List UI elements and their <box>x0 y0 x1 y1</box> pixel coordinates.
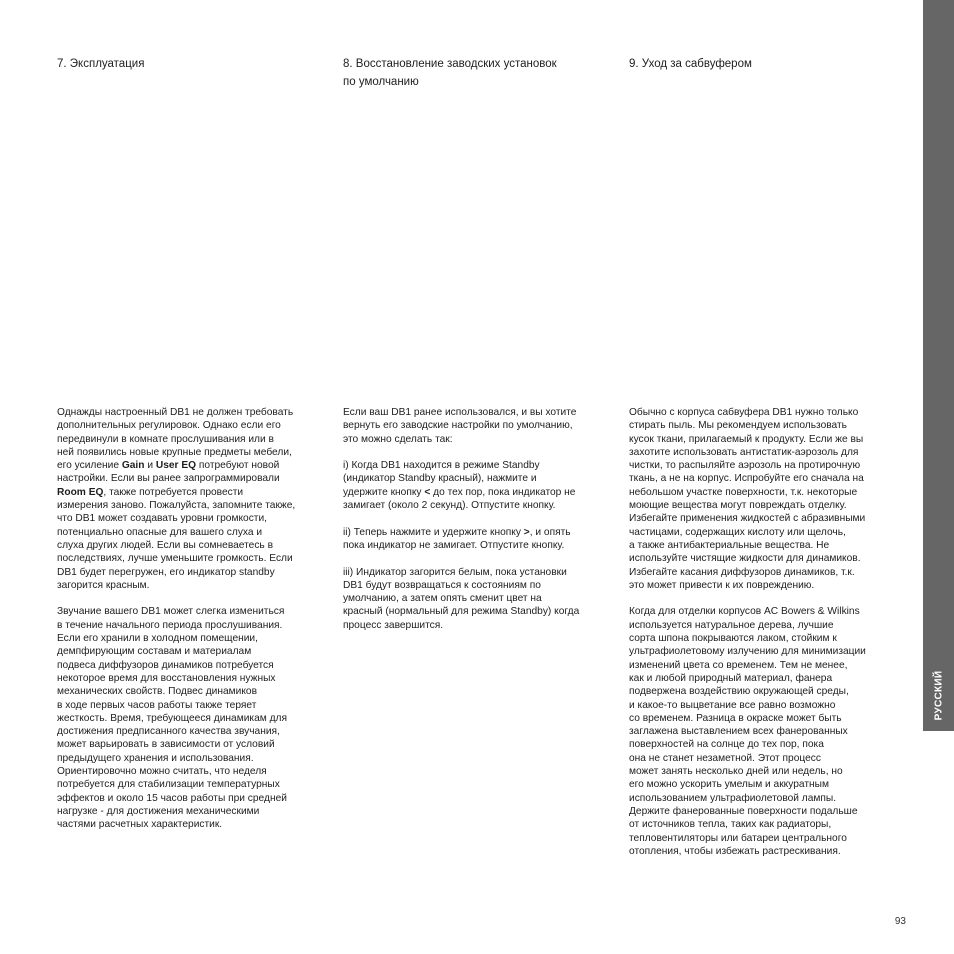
section-heading: 7. Эксплуатация <box>57 58 145 70</box>
page-number: 93 <box>894 916 906 927</box>
language-label: РУССКИЙ <box>933 670 945 720</box>
paragraph: Однажды настроенный DB1 не должен требовать дополнительных регулировок. Однако если его передвинули в комнате прослушивания или в ней появились новые крупные предметы мебели, его усиление Gain и User EQ потребуют новой настройки. Если вы ранее запрограммировали Room EQ, также потребуется провести измерения заново. Пожалуйста, запомните также, что DB1 может создавать уровни громкости, потенциально опасные для вашего слуха и слуха других людей. Если вы сомневаетесь в последствиях, лучше уменьшите громкость. Если DB1 будет перегружен, его индикатор standby загорится красным. <box>57 407 296 591</box>
paragraph: Звучание вашего DB1 может слегка измениться в течение начального периода прослушивания. Если его хранили в холодном помещении, демпфирующим составам и материалам подвеса диффузоров динамиков потребуется некоторое время для восстановления нужных механических свойств. Подвес динамиков в ходе первых часов работы также теряет жесткость. Время, требующееся динамикам для достижения предписанного качества звучания, может варьировать в зависимости от условий предыдущего хранения и использования. Ориентировочно можно считать, что неделя потребуется для стабилизации температурных эффектов и около 15 часов работы при средней нагрузке - для достижения механическими частями расчетных характеристик. <box>57 606 287 831</box>
paragraph: ii) Теперь нажмите и удержите кнопку >, и опять пока индикатор не замигает. Отпустите кнопку. <box>343 526 571 551</box>
section-body <box>629 406 901 871</box>
paragraph: i) Когда DB1 находится в режиме Standby (индикатор Standby красный), нажмите и удержите кнопку < до тех пор, пока индикатор не замигает (около 2 секунд). Отпустите кнопку. <box>343 460 576 512</box>
language-sidebar <box>923 0 954 731</box>
paragraph: Когда для отделки корпусов AC Bowers & Wilkins используется натуральное дерева, лучшие сорта шпона покрываются лаком, стойким к ультрафиолетовому излучению для минимизации изменений цвета со временем. Тем не менее, как и любой природный материал, фанера подвержена воздействию окружающей среды, и какое-то выцветание все равно возможно со временем. Разница в окраске может быть заглажена выставлением всех фанерованных поверхностей на солнце до тех пор, пока она не станет незаметной. Этот процесс может занять несколько дней или недель, но его можно ускорить умелым и аккуратным использованием ультрафиолетовой лампы. Держите фанерованные поверхности подальше от источников тепла, таких как радиаторы, тепловентиляторы или батареи центрального отопления, чтобы избежать растрескивания. <box>629 606 866 857</box>
paragraph: Обычно с корпуса сабвуфера DB1 нужно только стирать пыль. Мы рекомендуем использовать кусок ткани, прилагаемый к продукту. Если же вы захотите использовать антистатик-аэрозоль для чистки, то распыляйте аэрозоль на протирочную ткань, а не на корпус. Испробуйте его сначала на небольшом участке поверхности, т.к. некоторые моющие вещества могут повреждать отделку. Избегайте применения жидкостей с абразивными частицами, содержащих кислоту или щелочь, а также антибактериальные вещества. Не используйте чистящие жидкости для динамиков. Избегайте касания диффузоров динамиков, т.к. это может привести к их повреждению. <box>629 407 866 591</box>
section-heading: 9. Уход за сабвуфером <box>629 58 752 70</box>
section-heading: 8. Восстановление заводских установок по умолчанию <box>343 58 557 88</box>
section-body <box>343 406 615 645</box>
paragraph: iii) Индикатор загорится белым, пока установки DB1 будут возвращаться к состояниям по умолчанию, а затем опять сменит цвет на красный (нормальный для режима Standby) когда процесс завершится. <box>343 566 580 631</box>
language-tab <box>928 660 950 730</box>
paragraph: Если ваш DB1 ранее использовался, и вы хотите вернуть его заводские настройки по умолчанию, это можно сделать так: <box>343 407 577 445</box>
section-body <box>57 406 329 845</box>
